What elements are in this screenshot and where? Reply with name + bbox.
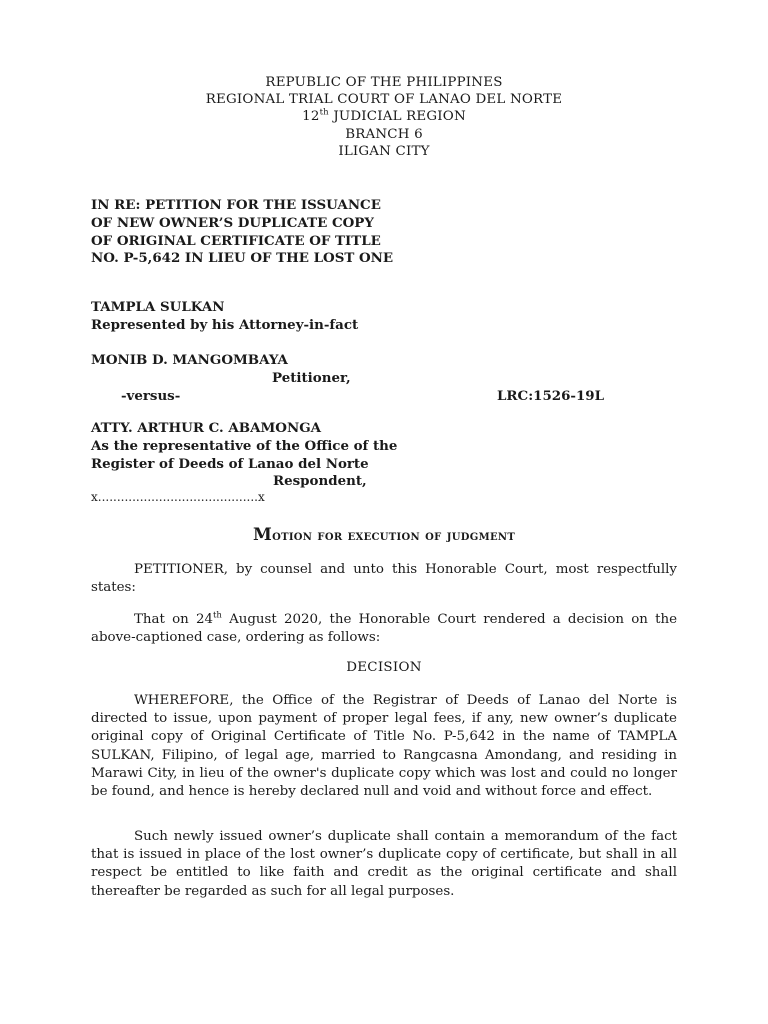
respondent-name: ATTY. ARTHUR C. ABAMONGA xyxy=(91,420,322,436)
header-region-number: 12 xyxy=(302,109,320,125)
paragraph-3-text: WHEREFORE, the Office of the Registrar of Deeds of Lanao del Norte is directed to issue, upon payment of proper legal fees, if any, new owner’s duplicate original copy of Original Certificate of Title No. P-5,642 in the name of TAMPLA SULKAN, Filipino, of legal age, married to Rangcasna Amondang, and residing in Marawi City, in lieu of the owner's duplicate copy which was lost and could no longer be found, and hence is hereby declared null and void and without force and effect. xyxy=(91,693,677,800)
represented-by: Represented by his Attorney-in-fact xyxy=(91,316,359,333)
respondent-label: Respondent, xyxy=(273,473,367,490)
header-region xyxy=(0,108,768,125)
caption-line-4: NO. P-5,642 IN LIEU OF THE LOST ONE xyxy=(91,250,394,267)
caption-line-1: IN RE: PETITION FOR THE ISSUANCE xyxy=(91,197,381,213)
respondent-rep-line-1: As the representative of the Office of the xyxy=(91,437,398,454)
attorney-in-fact-name: MONIB D. MANGOMBAYA xyxy=(91,352,288,368)
case-caption xyxy=(91,197,431,268)
header-city: ILIGAN CITY xyxy=(338,143,430,159)
paragraph-1-text: PETITIONER, by counsel and unto this Honorable Court, most respectfully states: xyxy=(91,562,677,596)
respondent-block xyxy=(91,420,397,491)
motion-title xyxy=(0,525,768,545)
paragraph-2-end: August 2020, the Honorable Court rendered a decision on the above-captioned case, ordering as follows: xyxy=(91,612,677,646)
decision-heading: DECISION xyxy=(346,660,422,675)
respondent-rep-line-2: Register of Deeds of Lanao del Norte xyxy=(91,455,369,472)
paragraph-2-suffix: th xyxy=(213,610,222,621)
header-region-text: JUDICIAL REGION xyxy=(328,109,466,125)
petitioner-label: Petitioner, xyxy=(272,369,351,386)
header-republic: REPUBLIC OF THE PHILIPPINES xyxy=(265,75,503,90)
paragraph-3 xyxy=(91,692,677,801)
paragraph-2 xyxy=(91,611,677,647)
court-header xyxy=(0,74,768,160)
petitioner-block xyxy=(91,299,358,335)
petitioner-name: TAMPLA SULKAN xyxy=(91,299,225,315)
paragraph-4-text: Such newly issued owner’s duplicate shall contain a memorandum of the fact that is issued in place of the lost owner’s duplicate copy of certificate, but shall in all respect be entitled to like faith and credit as the original certificate and shall thereafter be regarded as such for all legal purposes. xyxy=(91,829,677,899)
header-region-suffix: th xyxy=(319,107,329,118)
header-branch: BRANCH 6 xyxy=(345,126,423,142)
versus-label: -versus- xyxy=(121,387,181,404)
case-number: LRC:1526-19L xyxy=(497,388,605,404)
title-rest: otion for execution of judgment xyxy=(272,528,516,544)
paragraph-2-start: That on 24 xyxy=(134,612,213,627)
paragraph-4 xyxy=(91,828,677,901)
caption-separator: x..........................................x xyxy=(91,490,265,504)
title-initial: M xyxy=(252,525,273,545)
caption-line-3: OF ORIGINAL CERTIFICATE OF TITLE xyxy=(91,232,381,249)
header-court: REGIONAL TRIAL COURT OF LANAO DEL NORTE xyxy=(205,92,563,108)
attorney-block xyxy=(91,352,351,405)
paragraph-2-text xyxy=(91,611,677,647)
paragraph-1 xyxy=(91,561,677,597)
caption-line-2: OF NEW OWNER’S DUPLICATE COPY xyxy=(91,214,374,231)
